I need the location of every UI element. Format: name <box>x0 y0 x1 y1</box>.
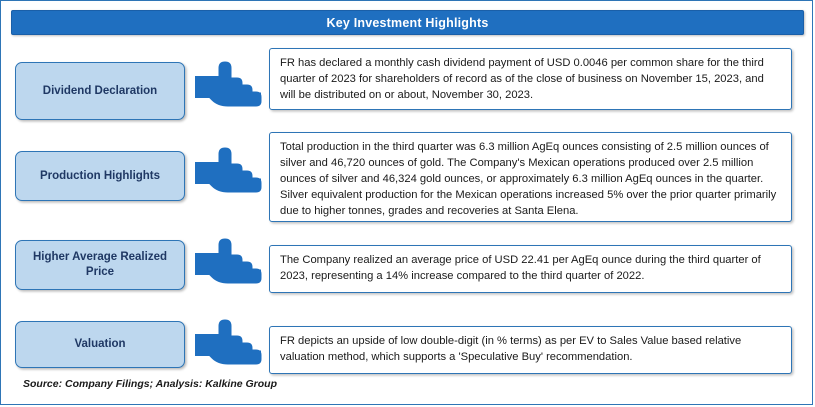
pointing-hand-icon <box>193 146 263 204</box>
text-body: FR depicts an upside of low double-digit (in % terms) as per EV to Sales Value based relative valuation method, which supports a 'Speculative Buy' recommendation. <box>280 335 742 363</box>
text-box-dividend-declaration <box>269 48 792 110</box>
header-banner <box>11 10 804 35</box>
label-valuation[interactable] <box>15 321 185 368</box>
source-note: Source: Company Filings; Analysis: Kalkine Group <box>23 378 277 390</box>
text-body: Total production in the third quarter was 6.3 million AgEq ounces consisting of 2.5 million ounces of silver and 46,720 ounces of gold. The Company's Mexican operations produced over 2.5 million ounces of silver and 46,324 gold ounces, or approximately 6.3 million AgEq ounces in the quarter. Silver equivalent production for the Mexican operations increased 5% over the prior quarter primarily due to higher tonnes, grades and recoveries at Santa Elena. <box>280 141 777 217</box>
label-higher-average-realized-price[interactable] <box>15 240 185 290</box>
text-body: FR has declared a monthly cash dividend payment of USD 0.0046 per common share for the third quarter of 2023 for shareholders of record as of the close of business on November 15, 2023, and will be distributed on or about, November 30, 2023. <box>280 57 764 101</box>
label-dividend-declaration[interactable] <box>15 62 185 120</box>
text-box-higher-average-realized-price <box>269 245 792 293</box>
pointing-hand-icon <box>193 318 263 376</box>
label-text: Valuation <box>74 338 126 351</box>
pointing-hand-icon <box>193 60 263 118</box>
text-box-production-highlights <box>269 132 792 222</box>
label-text: Higher Average Realized Price <box>32 251 167 278</box>
label-text: Production Highlights <box>39 169 161 182</box>
page-title: Key Investment Highlights <box>326 15 489 30</box>
pointing-hand-icon <box>193 237 263 295</box>
text-body: The Company realized an average price of USD 22.41 per AgEq ounce during the third quarter of 2023, representing a 14% increase compared to the third quarter of 2022. <box>280 254 761 282</box>
text-box-valuation <box>269 326 792 374</box>
label-production-highlights[interactable] <box>15 151 185 201</box>
label-text: Dividend Declaration <box>42 84 158 97</box>
